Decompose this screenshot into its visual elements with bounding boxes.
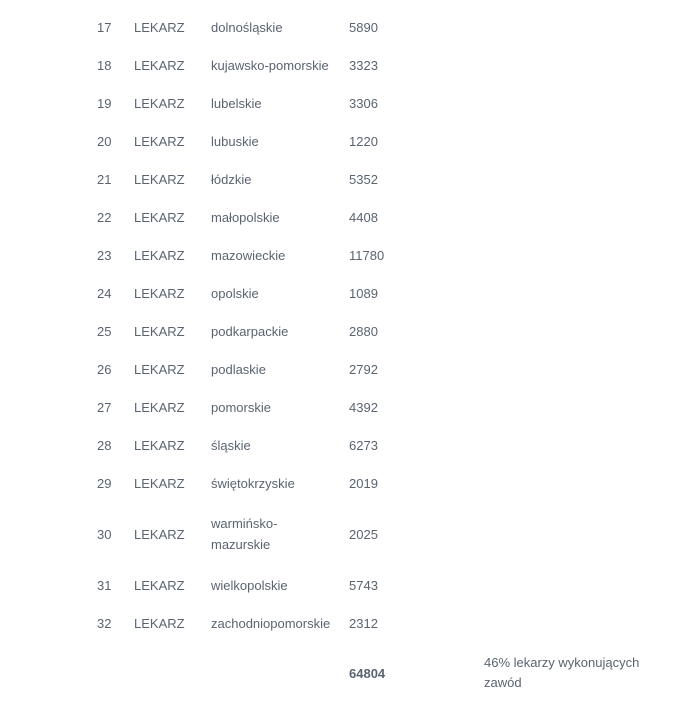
note-cell <box>475 274 658 312</box>
profession-cell: LEKARZ <box>134 95 185 111</box>
note-cell <box>475 464 658 502</box>
region-cell: dolnośląskie <box>211 19 283 35</box>
region-cell: wielkopolskie <box>211 577 288 593</box>
note-cell <box>475 122 658 160</box>
count-cell: 2312 <box>349 615 378 631</box>
note-cell <box>475 426 658 464</box>
empty-cell <box>88 642 125 704</box>
empty-cell <box>202 642 340 704</box>
profession-cell: LEKARZ <box>134 526 185 542</box>
region-cell: łódzkie <box>211 171 252 187</box>
doctors-by-region-table <box>88 8 658 704</box>
table-row <box>88 566 658 604</box>
profession-cell: LEKARZ <box>134 475 185 491</box>
row-number: 25 <box>97 323 112 339</box>
count-cell: 5890 <box>349 19 378 35</box>
note-cell <box>475 160 658 198</box>
profession-cell: LEKARZ <box>134 577 185 593</box>
count-cell: 3323 <box>349 57 378 73</box>
region-cell: mazowieckie <box>211 247 286 263</box>
count-cell: 4392 <box>349 399 378 415</box>
row-number: 32 <box>97 615 112 631</box>
row-number: 28 <box>97 437 112 453</box>
note-cell <box>475 388 658 426</box>
profession-cell: LEKARZ <box>134 209 185 225</box>
count-cell: 2792 <box>349 361 378 377</box>
note-cell <box>475 46 658 84</box>
count-cell: 2025 <box>349 526 378 542</box>
row-number: 21 <box>97 171 112 187</box>
profession-cell: LEKARZ <box>134 615 185 631</box>
count-cell: 1220 <box>349 133 378 149</box>
note-cell <box>475 350 658 388</box>
note-cell <box>475 566 658 604</box>
table-row <box>88 84 658 122</box>
row-number: 27 <box>97 399 112 415</box>
table-row <box>88 464 658 502</box>
count-cell: 2880 <box>349 323 378 339</box>
profession-cell: LEKARZ <box>134 437 185 453</box>
row-number: 17 <box>97 19 112 35</box>
region-cell: kujawsko-pomorskie <box>211 57 329 73</box>
note-cell <box>475 236 658 274</box>
note-cell <box>475 312 658 350</box>
count-cell: 11780 <box>349 247 385 263</box>
count-cell: 2019 <box>349 475 378 491</box>
table-row <box>88 604 658 642</box>
note-cell <box>475 604 658 642</box>
count-cell: 5743 <box>349 577 378 593</box>
empty-cell <box>125 642 202 704</box>
note-cell <box>475 84 658 122</box>
row-number: 30 <box>97 526 112 542</box>
region-cell: podlaskie <box>211 361 266 377</box>
profession-cell: LEKARZ <box>134 247 185 263</box>
region-cell: zachodniopomorskie <box>211 615 331 631</box>
table-row <box>88 8 658 46</box>
region-cell: podkarpackie <box>211 323 289 339</box>
profession-cell: LEKARZ <box>134 361 185 377</box>
total-note: 46% lekarzy wykonujących zawód <box>484 655 640 690</box>
profession-cell: LEKARZ <box>134 285 185 301</box>
table-row <box>88 350 658 388</box>
region-cell: śląskie <box>211 437 251 453</box>
count-cell: 3306 <box>349 95 378 111</box>
total-count: 64804 <box>349 665 386 681</box>
count-cell: 5352 <box>349 171 378 187</box>
profession-cell: LEKARZ <box>134 133 185 149</box>
region-cell: lubuskie <box>211 133 259 149</box>
row-number: 29 <box>97 475 112 491</box>
region-text: warmińsko- mazurskie <box>211 516 278 552</box>
profession-cell: LEKARZ <box>134 19 185 35</box>
table-row <box>88 312 658 350</box>
region-cell: świętokrzyskie <box>211 475 295 491</box>
row-number: 24 <box>97 285 112 301</box>
region-cell <box>202 502 340 566</box>
table-row <box>88 502 658 566</box>
row-number: 23 <box>97 247 112 263</box>
count-cell: 1089 <box>349 285 378 301</box>
row-number: 31 <box>97 577 112 593</box>
region-cell: opolskie <box>211 285 259 301</box>
profession-cell: LEKARZ <box>134 323 185 339</box>
row-number: 26 <box>97 361 112 377</box>
table-row <box>88 426 658 464</box>
table-row <box>88 388 658 426</box>
total-row <box>88 642 658 704</box>
row-number: 22 <box>97 209 112 225</box>
region-cell: lubelskie <box>211 95 262 111</box>
table-row <box>88 274 658 312</box>
count-cell: 6273 <box>349 437 378 453</box>
table-row <box>88 198 658 236</box>
region-cell: pomorskie <box>211 399 271 415</box>
table-row <box>88 160 658 198</box>
row-number: 20 <box>97 133 112 149</box>
note-cell <box>475 198 658 236</box>
row-number: 19 <box>97 95 112 111</box>
table-row <box>88 236 658 274</box>
table-row <box>88 46 658 84</box>
profession-cell: LEKARZ <box>134 399 185 415</box>
note-cell <box>475 502 658 566</box>
row-number: 18 <box>97 57 112 73</box>
table-row <box>88 122 658 160</box>
note-cell <box>475 8 658 46</box>
region-cell: małopolskie <box>211 209 280 225</box>
count-cell: 4408 <box>349 209 378 225</box>
profession-cell: LEKARZ <box>134 57 185 73</box>
profession-cell: LEKARZ <box>134 171 185 187</box>
